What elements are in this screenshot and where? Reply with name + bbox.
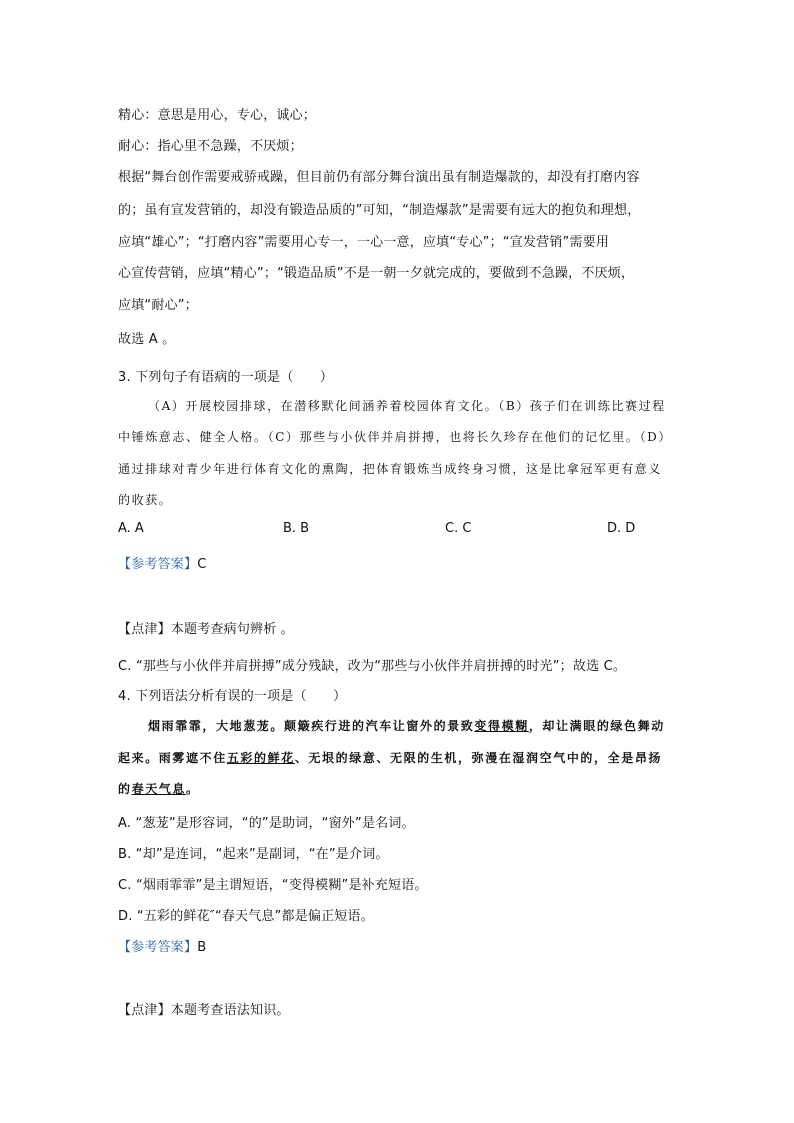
q4-stem: 4. 下列语法分析有误的一项是（ ） — [118, 689, 347, 704]
q3-note — [118, 618, 294, 637]
q4-passage-line-3 — [118, 780, 200, 797]
passage-text: 的 — [118, 782, 132, 796]
note-label: 【点津】 — [118, 622, 171, 637]
q3-passage-line-2: 中锤炼意志、健全人格。（C）那些与小伙伴并肩拼搏，也将长久珍存在他们的记忆里。（D） — [118, 430, 673, 444]
q4-passage-line-1 — [148, 717, 665, 734]
q4-option-d: D. “五彩的鲜花″“春天气息”都是偏正短语。 — [118, 909, 374, 924]
q4-answer — [118, 936, 206, 955]
q4-option-c: C. “烟雨霏霏”是主谓短语，“变得模糊”是补充短语。 — [118, 878, 428, 893]
passage-text: 、无垠的绿意、无限的生机，弥漫在湿润空气中的，全是昂扬 — [294, 751, 663, 765]
underlined-phrase: 春天气息 — [131, 782, 187, 796]
passage-phrase: 烟雨霏霏 — [148, 719, 203, 733]
q4-passage-line-2 — [118, 749, 662, 766]
q3-passage-line-4: 的收获。 — [118, 493, 173, 507]
answer-value: C — [197, 557, 207, 572]
analysis-line-2: 的；虽有宣发营销的，却没有锻造品质的”可知，“制造爆款”是需要有远大的抱负和理想， — [118, 203, 641, 218]
q3-option-a: A. A — [118, 521, 144, 536]
answer-value: B — [197, 940, 207, 955]
answer-label: 【参考答案】 — [118, 557, 198, 572]
analysis-line-1: 根据“舞台创作需要戒骄戒躁，但目前仍有部分舞台演出虽有制造爆款的，却没有打磨内容 — [118, 170, 640, 185]
q4-option-a: A. “葱茏”是形容词，“的”是助词，“窗外”是名词。 — [118, 816, 415, 831]
q3-passage-line-1: （A）开展校园排球，在潜移默化间涵养着校园体育文化。（B）孩子们在训练比赛过程 — [148, 399, 666, 413]
q4-note — [118, 999, 290, 1018]
passage-text: ，却让满眼的绿色舞动 — [528, 719, 665, 733]
naixin-definition: 耐心：指心里不急躁，不厌烦； — [118, 139, 303, 154]
q3-explanation: C. “那些与小伙伴并肩拼搏”成分残缺，改为“那些与小伙伴并肩拼搏的时光”；故选 C。 — [118, 659, 627, 674]
q3-option-c: C. C — [445, 521, 472, 536]
q3-stem: 3. 下列句子有语病的一项是（ ） — [118, 370, 334, 385]
passage-text: ，大地葱茏。颠簸疾行进的汽车让窗外的景致 — [202, 719, 475, 733]
analysis-line-3: 应填“雄心”；“打磨内容”需要用心专一，一心一意，应填“专心”；“宣发营销”需要用 — [118, 235, 610, 250]
passage-text: 起来。雨雾遮不住 — [118, 751, 227, 765]
note-text: 本题考查语法知识。 — [170, 1003, 290, 1018]
q4-option-b: B. “却”是连词，“起来”是副词，“在”是介词。 — [118, 847, 389, 862]
underlined-phrase: 五彩的鲜花 — [226, 751, 295, 765]
q3-passage-line-3: 通过排球对青少年进行体育文化的熏陶，把体育锻炼当成终身习惯，这是比拿冠军更有意义 — [118, 462, 663, 476]
note-text: 本题考查病句辨析 。 — [170, 622, 294, 637]
conclusion: 故选 A 。 — [118, 332, 176, 347]
q3-answer — [118, 553, 206, 572]
underlined-phrase: 变得模糊 — [474, 719, 529, 733]
q3-option-d: D. D — [607, 521, 636, 536]
analysis-line-5: 应填“耐心”； — [118, 298, 198, 313]
analysis-line-4: 心宣传营销，应填“精心”；“锻造品质”不是一朝一夕就完成的，要做到不急躁，不厌烦， — [118, 266, 635, 281]
note-label: 【点津】 — [118, 1003, 171, 1018]
answer-label: 【参考答案】 — [118, 940, 198, 955]
q3-option-b: B. B — [283, 521, 310, 536]
jingxin-definition: 精心：意思是用心，专心，诚心； — [118, 108, 317, 123]
passage-text: 。 — [186, 782, 200, 796]
